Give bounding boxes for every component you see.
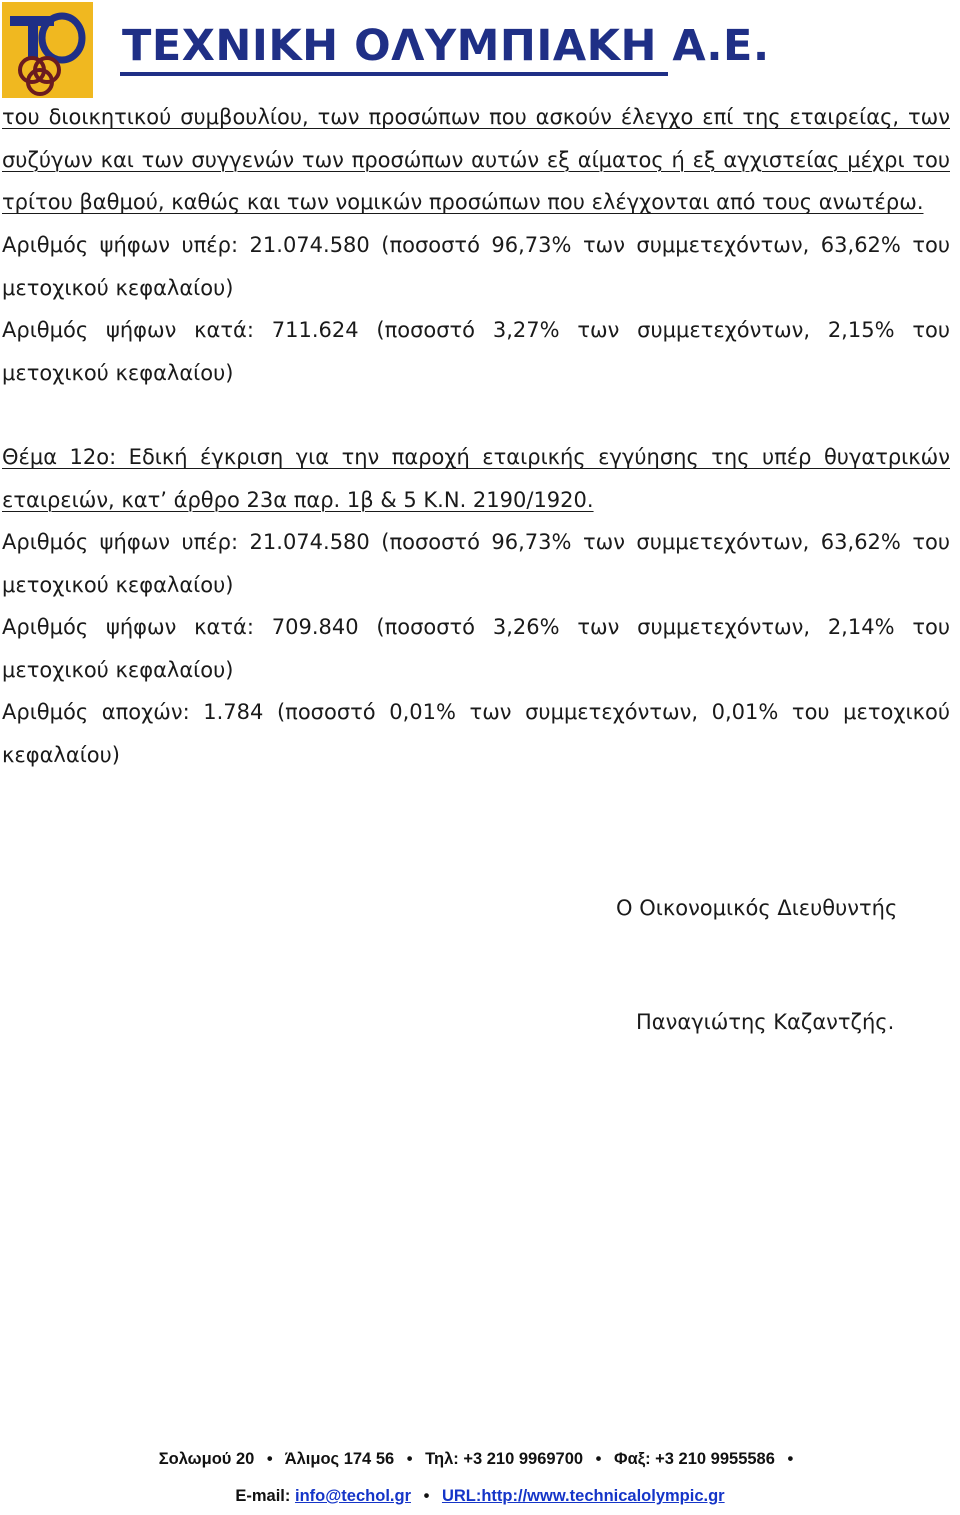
- signatory-role: Ο Οικονομικός Διευθυντής: [616, 896, 898, 920]
- bullet-separator: •: [266, 1450, 273, 1468]
- footer-email-label: E-mail:: [235, 1487, 291, 1505]
- footer-contact-line: [0, 1450, 960, 1469]
- abstentions-2: Αριθμός αποχών: 1.784 (ποσοστό 0,01% των συμμετεχόντων, 0,01% του μετοχικού κεφαλαίου): [2, 700, 950, 767]
- footer-email-link[interactable]: info@techol.gr: [294, 1487, 411, 1505]
- bullet-separator: •: [423, 1487, 430, 1505]
- bullet-separator: •: [595, 1450, 602, 1468]
- company-logo: [2, 2, 93, 98]
- footer-address: Σολωμού 20: [158, 1450, 255, 1468]
- footer-web-line: [0, 1487, 960, 1506]
- bullet-separator: •: [406, 1450, 413, 1468]
- footer-fax: Φαξ: +3 210 9955586: [614, 1450, 775, 1468]
- votes-for-2: Αριθμός ψήφων υπέρ: 21.074.580 (ποσοστό 96,73% των συμμετεχόντων, 63,62% του μετοχικού κεφαλαίου): [2, 530, 950, 597]
- votes-against-1: Αριθμός ψήφων κατά: 711.624 (ποσοστό 3,27% των συμμετεχόντων, 2,15% του μετοχικού κεφαλαίου): [2, 318, 950, 385]
- header-rule: [120, 72, 668, 76]
- votes-for-1: Αριθμός ψήφων υπέρ: 21.074.580 (ποσοστό 96,73% των συμμετεχόντων, 63,62% του μετοχικού κεφαλαίου): [2, 233, 950, 300]
- signatory-name: Παναγιώτης Καζαντζής.: [636, 1010, 895, 1034]
- bullet-separator: •: [787, 1450, 794, 1468]
- company-name: ΤΕΧΝΙΚΗ ΟΛΥΜΠΙΑΚΗ Α.Ε.: [122, 21, 770, 71]
- item-12-title: Θέμα 12ο: Εδική έγκριση για την παροχή εταιρικής εγγύησης της υπέρ θυγατρικών εταιρειών, κατ’ άρθρο 23α παρ. 1β & 5 Κ.Ν. 2190/1920.: [2, 445, 950, 512]
- paragraph-board-members: του διοικητικού συμβουλίου, των προσώπων που ασκούν έλεγχο επί της εταιρείας, των συζύγων και των συγγενών των προσώπων αυτών εξ αίματος ή εξ αγχιστείας μέχρι του τρίτου βαθμού, καθώς και των νομικών προσώπων που ελέγχονται από τους ανωτέρω.: [2, 105, 950, 214]
- votes-against-2: Αριθμός ψήφων κατά: 709.840 (ποσοστό 3,26% των συμμετεχόντων, 2,14% του μετοχικού κεφαλαίου): [2, 615, 950, 682]
- footer-city: Άλιμος 174 56: [284, 1450, 395, 1468]
- rings-logo-icon: [2, 2, 93, 98]
- letterhead: [0, 0, 960, 100]
- footer-phone: Τηλ: +3 210 9969700: [425, 1450, 584, 1468]
- footer-url-link[interactable]: URL:http://www.technicalolympic.gr: [441, 1487, 725, 1505]
